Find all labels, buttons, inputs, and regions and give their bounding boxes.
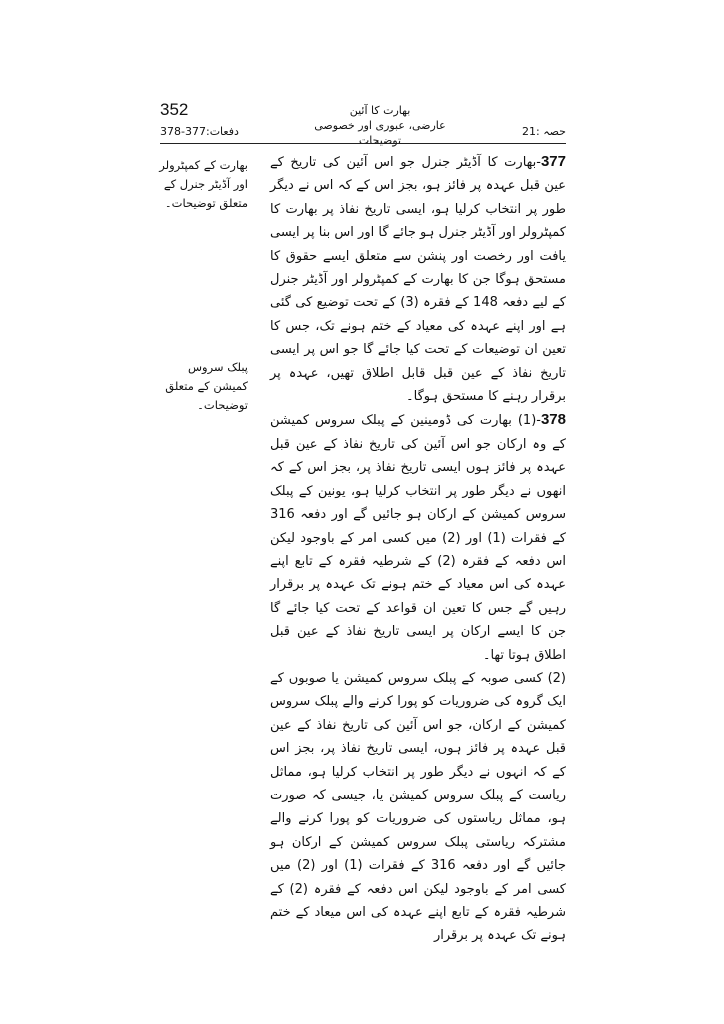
chapter-subtitle: عارضی، عبوری اور خصوصی توضیحات — [314, 119, 446, 147]
running-header — [300, 104, 460, 148]
header-rule — [160, 143, 566, 144]
margin-note-378: پبلک سروس کمیشن کے متعلق توضیحات۔ — [165, 360, 248, 412]
section-text: -بھارت کا آڈیٹر جنرل جو اس آئین کی تاریخ کے عین قبل عہدہ پر فائز ہو، بجز اس کے کہ اس نے دیگر طور پر انتخاب کرلیا ہو، ایسی تاریخ نفاذ پر بھارت کا کمپٹرولر اور آڈیٹر جنرل ہو جائے گا اور اس بنا پر ایسی یافت اور رخصت اور پنشن سے متعلق ایسے حقوق کا مستحق ہوگا جن کا بھارت کے کمپٹرولر اور آڈیٹر جنرل کے لیے دفعہ 148 کے فقرہ (3) کے تحت توضیع کی گئی ہے اور اپنے عہدہ کی معیاد کے ختم ہونے تک، جس کا تعین ان توضیعات کے تحت کیا جائے گا جو اس پر ایسی تاریخ نفاذ کے عین قبل قابل اطلاق تھیں، عہدہ پر برقرار رہنے کا مستحق ہوگا۔ — [270, 155, 566, 405]
margin-note-377: بھارت کے کمپٹرولر اور آڈیٹر جنرل کے متعلق توضیحات۔ — [159, 158, 248, 210]
section-377 — [270, 150, 566, 408]
section-number: 377 — [540, 153, 566, 170]
section-378-1 — [270, 408, 566, 666]
section-number: 378 — [540, 411, 566, 429]
page-number: 352 — [160, 100, 189, 119]
section-text: -(1) بھارت کی ڈومینین کے پبلک سروس کمیشن کے وہ ارکان جو اس آئین کی تاریخ نفاذ کے عین قبل عہدہ پر فائز ہوں ایسی تاریخ نفاذ پر، بجز اس کے کہ انھوں نے دیگر طور پر انتخاب کرلیا ہو، یونین کے پبلک سروس کمیشن کے ارکان ہو جائیں گے اور دفعہ 316 کے فقرات (1) اور (2) میں کسی امر کے باوجود لیکن اس دفعہ کے فقرہ (2) کے شرطیہ فقرہ کے تابع اپنے عہدہ کی اس معیاد کے ختم ہونے تک عہدہ پر برقرار رہیں گے جس کا تعین ان قواعد کے تحت کیا جائے گا جن کا ایسے ارکان پر ایسی تاریخ نفاذ کے عین قبل اطلاق ہوتا تھا۔ — [270, 413, 566, 663]
section-text: (2) کسی صوبہ کے پبلک سروس کمیشن یا صوبوں کے ایک گروہ کی ضروریات کو پورا کرنے والے پبلک سروس کمیشن کے ارکان، جو اس آئین کی تاریخ نفاذ کے عین قبل عہدہ پر فائز ہوں، ایسی تاریخ نفاذ پر، بجز اس کے کہ انہوں نے دیگر طور پر انتخاب کرلیا ہو، مماثل ریاست کے پبلک سروس کمیشن یا، جیسی کہ صورت ہو، مماثل ریاستوں کی ضروریات کو پورا کرنے والے مشترکہ ریاستی پبلک سروس کمیشن کے ارکان ہو جائیں گے اور دفعہ 316 کے فقرات (1) اور (2) میں کسی امر کے باوجود لیکن اس دفعہ کے فقرہ (2) کے شرطیہ فقرہ کے تابع اپنے عہدہ کی اس میعاد کے ختم ہونے تک عہدہ پر برقرار — [270, 670, 566, 944]
book-title: بھارت کا آئین — [349, 104, 411, 117]
articles-label: دفعات:377-378 — [160, 125, 239, 138]
part-label: حصہ :21 — [522, 125, 566, 138]
section-378-2 — [270, 667, 566, 948]
main-text — [270, 150, 566, 948]
